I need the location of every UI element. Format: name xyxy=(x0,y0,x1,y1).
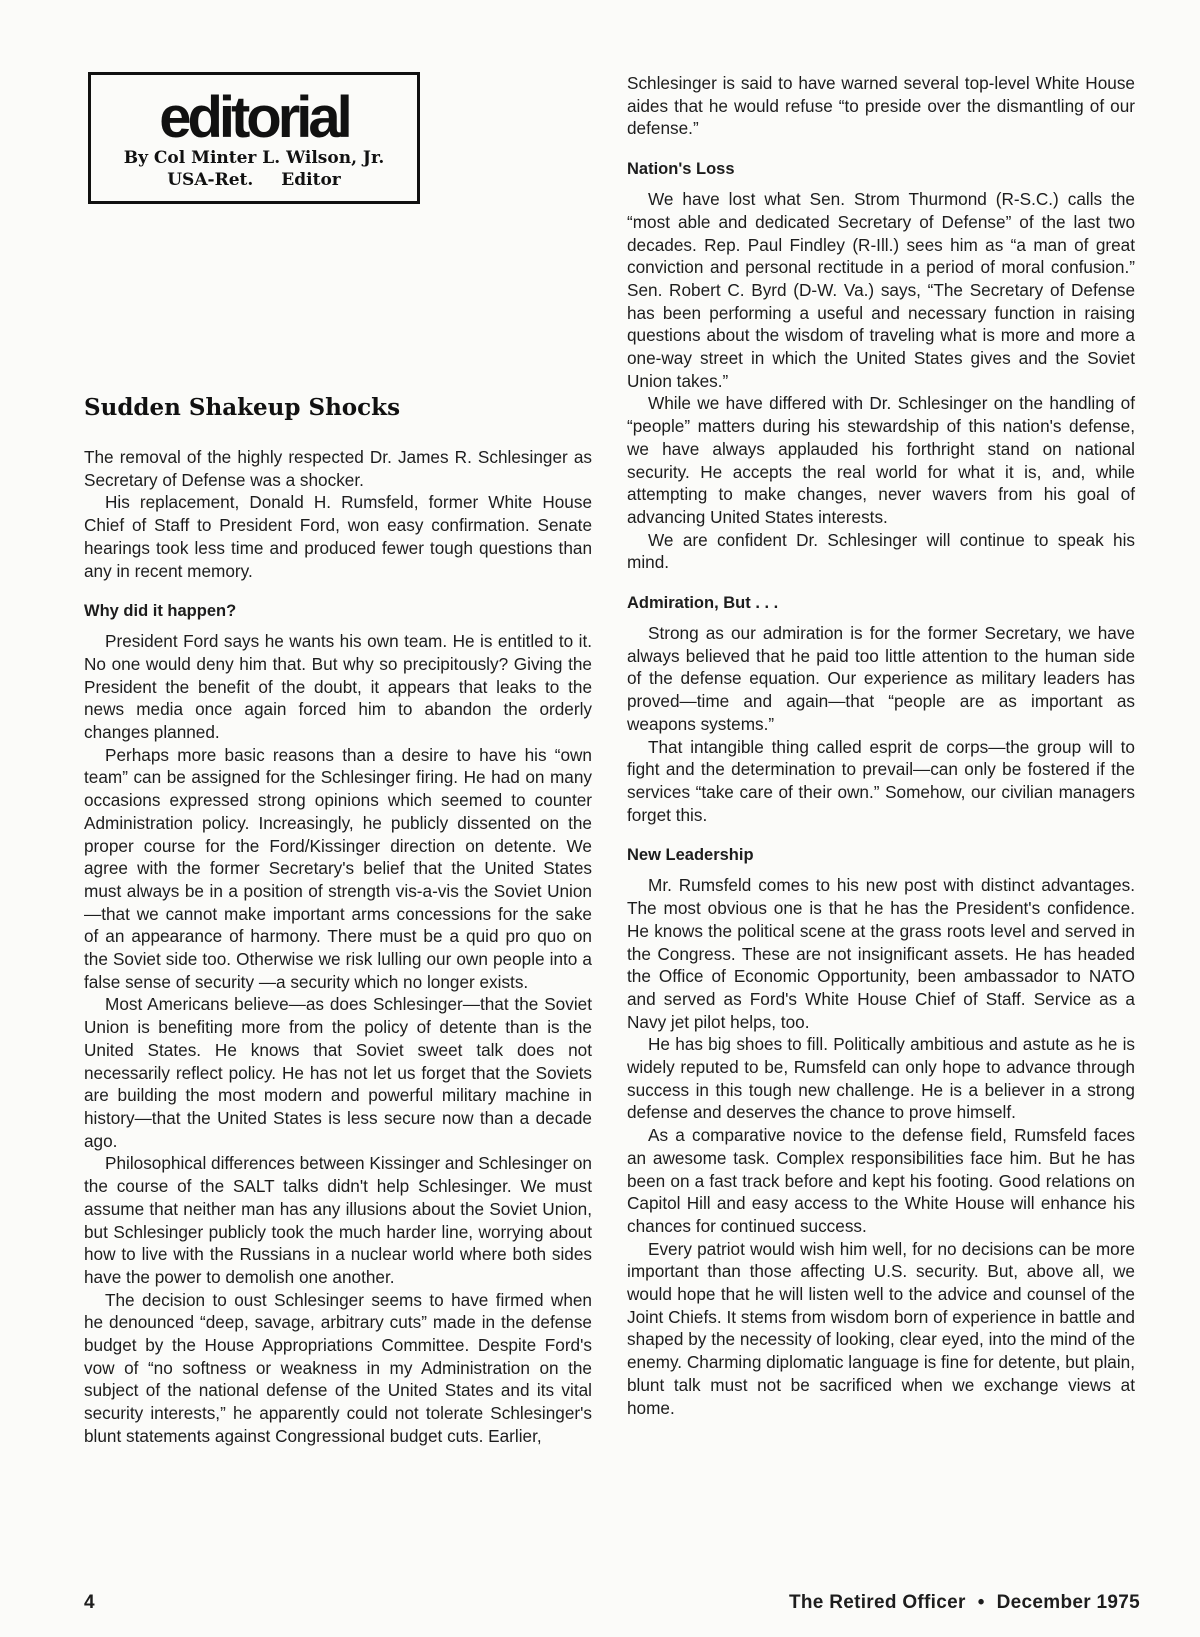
body-paragraph: Philosophical differences between Kissinger and Schlesinger on the course of the SALT talks didn't help Schlesinger. We must assume that neither man has any illusions about the Soviet Union, but Schlesinger publicly took the much harder line, worrying about how to live with the Russians in a nuclear world where both sides have the power to demolish one another. xyxy=(84,1153,592,1287)
article-title: Sudden Shakeup Shocks xyxy=(84,394,401,421)
page-number: 4 xyxy=(84,1592,95,1613)
body-paragraph: Strong as our admiration is for the former Secretary, we have always believed that he paid too little attention to the human side of the defense equation. Our experience as military leaders has proved—time and again—that “people are as important as weapons systems.” xyxy=(627,623,1135,734)
body-paragraph: Perhaps more basic reasons than a desire to have his “own team” can be assigned for the Schlesinger firing. He had on many occasions expressed strong opinions which seemed to counter Administration policy. Increasingly, he publicly dissented on the proper course for the Ford/Kissinger direction on detente. We agree with the former Secretary's belief that the United States must always be in a position of strength vis-a-vis the Soviet Union—that we cannot make important arms concessions for the sake of an appearance of harmony. There must be a quid pro quo on the Soviet side too. Otherwise we risk lulling our own people into a false sense of security —a security which no longer exists. xyxy=(84,744,592,992)
body-paragraph: President Ford says he wants his own team. He is entitled to it. No one would deny him that. But why so precipitously? Giving the President the benefit of the doubt, it appears that leaks to the news media once again forced him to abandon the orderly changes planned. xyxy=(84,631,592,743)
section-heading: Why did it happen? xyxy=(84,602,237,621)
issue-date: December 1975 xyxy=(996,1592,1140,1613)
body-paragraph: We are confident Dr. Schlesinger will continue to speak his mind. xyxy=(627,529,1135,573)
body-paragraph: His replacement, Donald H. Rumsfeld, former White House Chief of Staff to President Ford, won easy confirmation. Senate hearings took less time and produced fewer tough questions than any in recent memory. xyxy=(84,492,592,581)
section-heading: Admiration, But . . . xyxy=(627,594,779,613)
body-paragraph: Schlesinger is said to have warned several top-level White House aides that he would refuse “to preside over the dismantling of our defense.” xyxy=(627,73,1135,139)
author-title xyxy=(91,169,417,191)
body-paragraph: Mr. Rumsfeld comes to his new post with distinct advantages. The most obvious one is that he has the President's confidence. He knows the political scene at the grass roots level and served in the Congress. These are not insignificant assets. He has headed the Office of Economic Opportunity, been ambassador to NATO and served as Ford's White House Chief of Staff. Service as a Navy jet pilot helps, too. xyxy=(627,875,1135,1032)
author-byline: By Col Minter L. Wilson, Jr. xyxy=(123,148,385,168)
publication-name: The Retired Officer xyxy=(788,1592,966,1613)
body-paragraph: Every patriot would wish him well, for no decisions can be more important than those affecting U.S. security. But, above all, we would hope that he will listen well to the advice and counsel of the Joint Chiefs. It stems from wisdom born of experience in battle and shaped by the necessity of looking, clear eyed, into the mind of the enemy. Charming diplomatic language is fine for detente, but plain, blunt talk must not be sacrificed when we exchange views at home. xyxy=(627,1238,1135,1418)
body-paragraph: He has big shoes to fill. Politically ambitious and astute as he is widely reputed to be, Rumsfeld can only hope to advance through success in this tough new challenge. He is a believer in a strong defense and deserves the chance to prove himself. xyxy=(627,1034,1135,1123)
editorial-logo: editorial xyxy=(159,85,349,150)
body-paragraph: The decision to oust Schlesinger seems to have firmed when he denounced “deep, savage, arbitrary cuts” made in the defense budget by the House Appropriations Committee. Despite Ford's vow of “no softness or weakness in my Administration on the subject of the national defense of the United States and its vital security interests,” he apparently could not tolerate Schlesinger's blunt statements against Congressional budget cuts. Earlier, xyxy=(84,1289,592,1446)
author-rank: USA-Ret. xyxy=(167,170,254,190)
section-heading: Nation's Loss xyxy=(627,160,735,179)
editorial-masthead xyxy=(88,72,420,204)
body-paragraph: While we have differed with Dr. Schlesinger on the handling of “people” matters during his stewardship of this nation's defense, we have always applauded his forthright stand on national security. He accepts the real world for what it is, and, while attempting to make changes, never wavers from his goal of advancing United States interests. xyxy=(627,393,1135,527)
body-paragraph: The removal of the highly respected Dr. James R. Schlesinger as Secretary of Defense was a shocker. xyxy=(84,447,592,490)
body-paragraph: Most Americans believe—as does Schlesinger—that the Soviet Union is benefiting more from the policy of detente than is the United States. He knows that Soviet sweet talk does not necessarily reflect policy. He has not let us forget that the Soviets are building the most modern and powerful military machine in history—that the United States is less secure now than a decade ago. xyxy=(84,994,592,1151)
right-column xyxy=(627,72,1135,1419)
left-column xyxy=(84,446,592,1448)
body-paragraph: As a comparative novice to the defense field, Rumsfeld faces an awesome task. Complex responsibilities face him. But he has been on a fast track before and kept his footing. Good relations on Capitol Hill and easy access to the White House will enhance his chances for continued success. xyxy=(627,1125,1135,1236)
separator-dot: • xyxy=(977,1592,985,1613)
publication-footer xyxy=(789,1592,1140,1614)
author-role: Editor xyxy=(281,170,341,190)
section-heading: New Leadership xyxy=(627,846,754,865)
body-paragraph: We have lost what Sen. Strom Thurmond (R-S.C.) calls the “most able and dedicated Secretary of Defense” of the last two decades. Rep. Paul Findley (R-Ill.) sees him as “a man of great conviction and personal rectitude in a period of moral confusion.” Sen. Robert C. Byrd (D-W. Va.) says, “The Secretary of Defense has been performing a useful and necessary function in raising questions about the wisdom of traveling what is more and more a one-way street in which the United States gives and the Soviet Union takes.” xyxy=(627,189,1135,391)
body-paragraph: That intangible thing called esprit de corps—the group will to fight and the determination to prevail—can only be fostered if the services “take care of their own.” Somehow, our civilian managers forget this. xyxy=(627,736,1135,825)
